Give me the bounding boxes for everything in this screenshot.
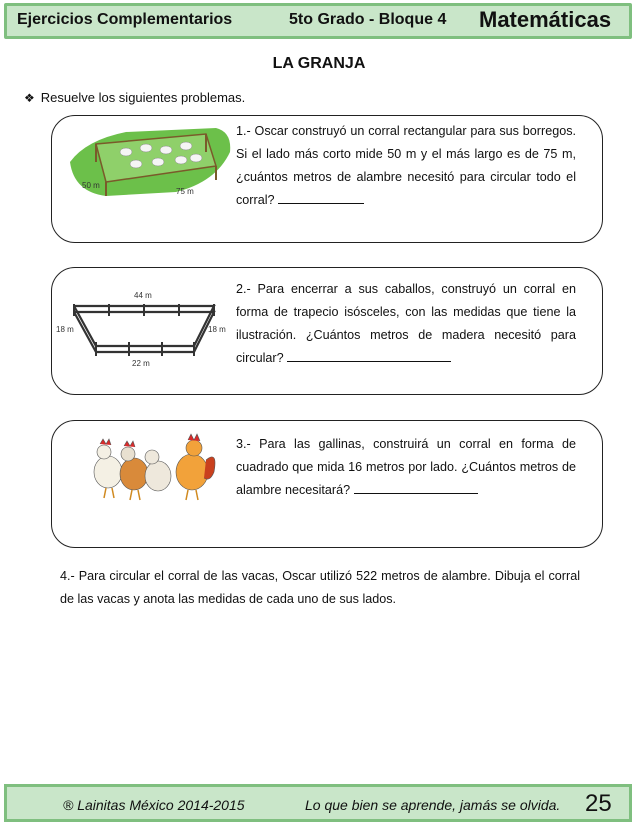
problem-1-text: 1.- Oscar construyó un corral rectangular para sus borregos. Si el lado más corto mide 50 m y el más largo es de 75 m, ¿cuántos metros de alambre necesitó para circular todo el corral? [236, 124, 576, 207]
header-grade: 5to Grado - Bloque 4 [289, 11, 447, 28]
sheep-pen-illustration [66, 122, 236, 200]
page-number: 25 [585, 790, 612, 817]
instruction-text: Resuelve los siguientes problemas. [40, 90, 246, 105]
diamond-bullet-icon: ❖ [24, 91, 35, 105]
trapezoid-fence-illustration [54, 286, 234, 372]
footer-motto: Lo que bien se aprende, jamás se olvida. [305, 797, 561, 813]
figure-label-short-side: 50 m [82, 181, 100, 190]
hens-illustration [88, 432, 218, 502]
header-subject: Matemáticas [479, 7, 612, 32]
problem-2-text: 2.- Para encerrar a sus caballos, construyó un corral en forma de trapecio isósceles, con las medidas que tiene la ilustración. ¿Cuántos metros de madera necesitó para circular? [236, 282, 576, 365]
problem-3-text: 3.- Para las gallinas, construirá un corral en forma de cuadrado que mida 16 metros por lado. ¿Cuántos metros de alambre necesitará? [236, 437, 576, 497]
problem-4-text: 4.- Para circular el corral de las vacas, Oscar utilizó 522 metros de alambre. Dibuja el corral de las vacas y anota las medidas de cada uno de sus lados. [60, 569, 580, 606]
answer-blank[interactable] [354, 481, 478, 494]
figure-label-long-side: 75 m [176, 187, 194, 196]
instruction [24, 90, 245, 105]
figure-label-left: 18 m [56, 325, 74, 334]
footer-copyright: ® Lainitas México 2014-2015 [63, 797, 245, 813]
answer-blank[interactable] [278, 191, 364, 204]
header-series: Ejercicios Complementarios [17, 11, 233, 28]
page-footer [4, 784, 632, 822]
figure-label-right: 18 m [208, 325, 226, 334]
answer-blank[interactable] [287, 349, 451, 362]
figure-label-bottom: 22 m [132, 359, 150, 368]
page-header [4, 3, 632, 39]
page-title: LA GRANJA [272, 55, 366, 72]
figure-label-top: 44 m [134, 291, 152, 300]
